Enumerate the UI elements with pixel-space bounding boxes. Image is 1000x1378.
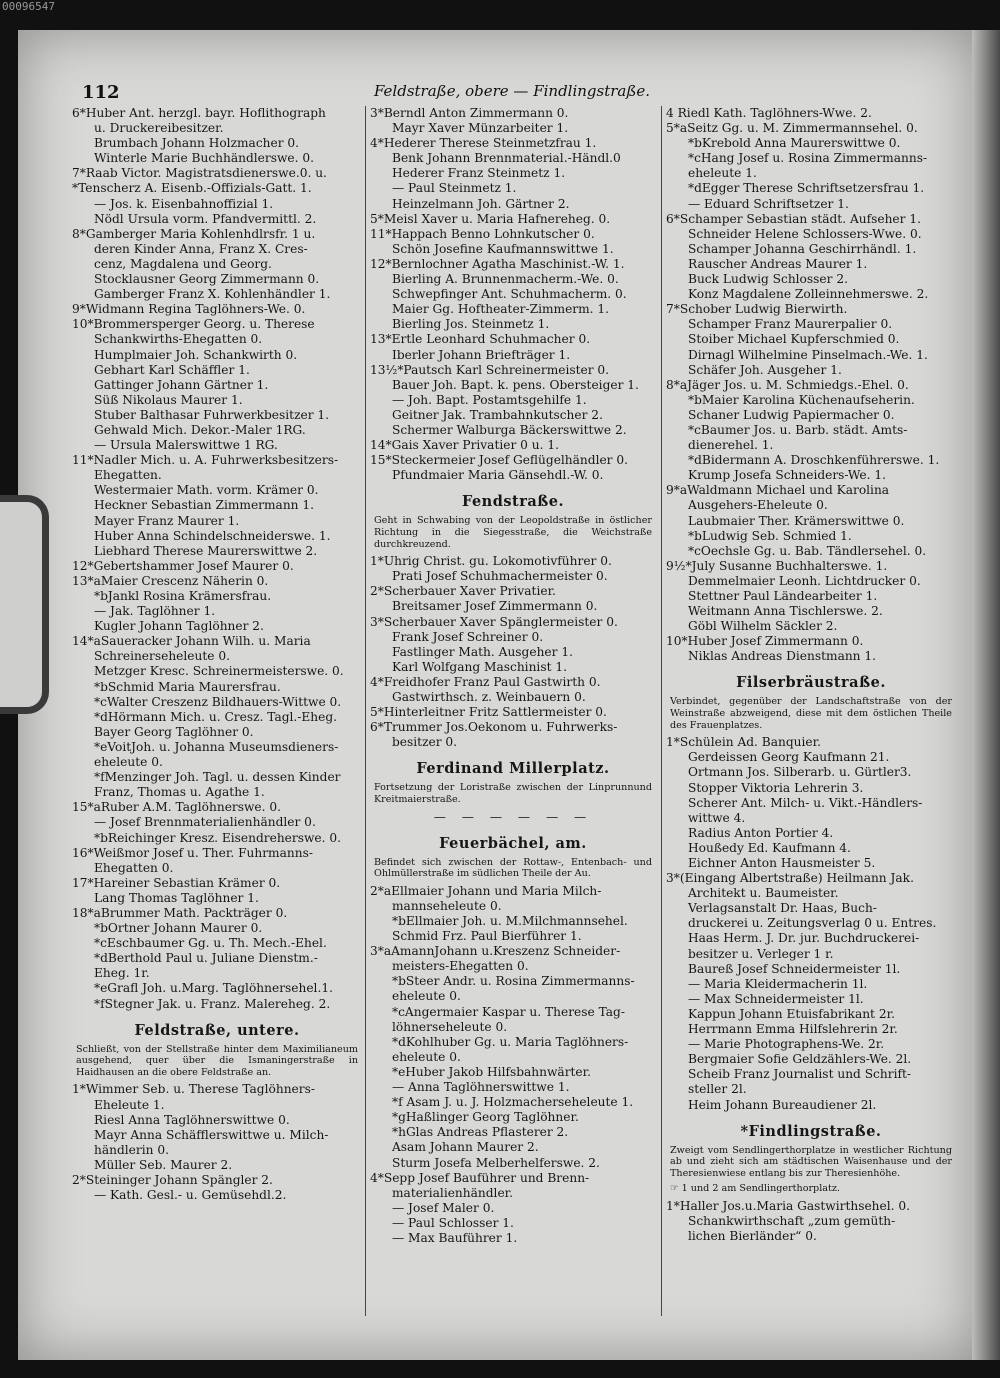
directory-entry: 18*aBrummer Math. Packträger 0. [72, 905, 288, 920]
directory-entry: löhnerseheleute 0. [392, 1019, 508, 1034]
directory-entry: deren Kinder Anna, Franz X. Cres- [94, 241, 308, 256]
directory-entry: Schmid Frz. Paul Bierführer 1. [392, 929, 582, 944]
directory-entry: Weitmann Anna Tischlerswe. 2. [688, 604, 883, 619]
directory-entry: Fastlinger Math. Ausgeher 1. [392, 644, 573, 659]
directory-entry: u. Druckereibesitzer. [94, 121, 224, 136]
directory-entry: Gastwirthsch. z. Weinbauern 0. [392, 689, 586, 704]
directory-entry: *eHuber Jakob Hilfsbahnwärter. [392, 1064, 591, 1079]
directory-entry: 17*Hareiner Sebastian Krämer 0. [72, 875, 281, 890]
directory-entry: Mayr Xaver Münzarbeiter 1. [392, 121, 569, 136]
directory-entry: Baureß Josef Schneidermeister 1l. [688, 961, 901, 976]
street-description: Geht in Schwabing von der Leopoldstraße in östlicher Richtung in die Siegesstraße, die Weichstraße durchkreuzend. [374, 515, 652, 550]
directory-entry: 14*aSaueracker Johann Wilh. u. Maria [72, 634, 311, 649]
directory-entry: Lang Thomas Taglöhner 1. [94, 890, 259, 905]
street-heading: Feldstraße, untere. [134, 1021, 300, 1039]
directory-entry: Geitner Jak. Trambahnkutscher 2. [392, 407, 603, 422]
directory-entry: Mayer Franz Maurer 1. [94, 513, 240, 528]
directory-entry: Bierling Jos. Steinmetz 1. [392, 317, 550, 332]
directory-entry: 3*Scherbauer Xaver Spänglermeister 0. [370, 614, 618, 629]
directory-entry: 1*Haller Jos.u.Maria Gastwirthsehel. 0. [666, 1198, 910, 1213]
directory-entry: *bOrtner Johann Maurer 0. [94, 921, 263, 936]
running-head: Feldstraße, obere — Findlingstraße. [373, 82, 651, 100]
directory-entry: 11*Nadler Mich. u. A. Fuhrwerksbesitzers- [72, 453, 339, 468]
directory-entry: *bReichinger Kresz. Eisendreherswe. 0. [94, 830, 341, 845]
directory-entry: *bMaier Karolina Küchenaufseherin. [688, 392, 915, 407]
directory-entry: *cWalter Creszenz Bildhauers-Wittwe 0. [94, 694, 342, 709]
directory-entry: Eichner Anton Hausmeister 5. [688, 856, 876, 870]
directory-entry: Stettner Paul Ländearbeiter 1. [688, 589, 878, 603]
directory-entry: Ausgehers-Eheleute 0. [688, 498, 828, 513]
directory-entry: — Marie Photographens-We. 2r. [688, 1037, 885, 1052]
column-2 [370, 106, 656, 1326]
directory-entry: 3*(Eingang Albertstraße) Heilmann Jak. [666, 871, 914, 886]
directory-entry: Bauer Joh. Bapt. k. pens. Obersteiger 1. [392, 377, 639, 392]
directory-entry: Dirnagl Wilhelmine Pinselmach.-We. 1. [688, 347, 928, 362]
binder-clip [0, 495, 49, 714]
directory-entry: *bJankl Rosina Krämersfrau. [94, 589, 272, 603]
directory-entry: — Max Schneidermeister 1l. [688, 991, 864, 1006]
directory-entry: Gattinger Johann Gärtner 1. [94, 377, 269, 392]
directory-entry: 7*Raab Victor. Magistratsdienerswe.0. u. [72, 166, 327, 181]
directory-entry: Gehwald Mich. Dekor.-Maler 1RG. [94, 422, 306, 437]
directory-entry: Schneider Helene Schlossers-Wwe. 0. [688, 226, 922, 241]
directory-entry: 9½*July Susanne Buchhalterswe. 1. [666, 558, 888, 573]
directory-entry: Heckner Sebastian Zimmermann 1. [94, 498, 315, 513]
directory-entry: 2*Steininger Johann Spängler 2. [72, 1172, 273, 1187]
directory-entry: Architekt u. Baumeister. [688, 886, 839, 901]
directory-entry: Benk Johann Brennmaterial.-Händl.0 [392, 151, 621, 166]
directory-entry: steller 2l. [688, 1082, 747, 1097]
directory-entry: Bierling A. Brunnenmacherm.-We. 0. [392, 272, 619, 287]
directory-entry: Niklas Andreas Dienstmann 1. [688, 649, 877, 664]
directory-entry: — Paul Schlosser 1. [392, 1215, 514, 1230]
directory-entry: Ortmann Jos. Silberarb. u. Gürtler3. [688, 765, 912, 780]
street-description: Befindet sich zwischen der Rottaw-, Entenbach- und Ohlmüllerstraße im südlichen Theile der Au. [374, 856, 652, 880]
directory-entry: 9*Widmann Regina Taglöhners-We. 0. [72, 302, 306, 317]
directory-entry: *dBidermann A. Droschkenführerswe. 1. [688, 453, 940, 468]
street-description: Schließt, von der Stellstraße hinter dem Maximilianeum ausgehend, quer über die Ismaningerstraße in Haidhausen an die obere Feldstraße an. [76, 1043, 358, 1078]
directory-entry: — Paul Steinmetz 1. [392, 181, 517, 196]
directory-entry: 15*aRuber A.M. Taglöhnerswe. 0. [72, 800, 282, 815]
directory-entry: 3*aAmannJohann u.Kreszenz Schneider- [370, 944, 621, 959]
column-rule [661, 106, 662, 1316]
directory-entry: Ehegatten 0. [94, 860, 174, 875]
directory-entry: *cBaumer Jos. u. Barb. städt. Amts- [688, 422, 908, 437]
directory-entry: druckerei u. Zeitungsverlag 0 u. Entres. [688, 916, 937, 931]
directory-entry: Schreinerseheleute 0. [94, 649, 230, 664]
directory-entry: Brumbach Johann Holzmacher 0. [94, 136, 300, 151]
directory-entry: 2*aEllmaier Johann und Maria Milch- [370, 883, 602, 898]
column-3 [666, 106, 956, 1326]
directory-entry: Schäfer Joh. Ausgeher 1. [688, 362, 842, 377]
directory-entry: Krump Josefa Schneiders-We. 1. [688, 468, 887, 483]
directory-entry: händlerin 0. [94, 1142, 169, 1157]
directory-entry: materialienhändler. [392, 1185, 514, 1200]
column-1 [72, 106, 362, 1326]
directory-entry: Bergmaier Sofie Geldzählers-We. 2l. [688, 1052, 912, 1067]
directory-entry: Schankwirthschaft „zum gemüth- [688, 1214, 896, 1229]
directory-entry: Verlagsanstalt Dr. Haas, Buch- [688, 901, 877, 916]
directory-entry: Stopper Viktoria Lehrerin 3. [688, 780, 864, 795]
directory-entry: 13*Ertle Leonhard Schuhmacher 0. [370, 332, 591, 347]
directory-entry: *cOechsle Gg. u. Bab. Tändlersehel. 0. [688, 543, 927, 558]
directory-entry: 13*aMaier Crescenz Näherin 0. [72, 573, 269, 588]
directory-entry: Huber Anna Schindelschneiderswe. 1. [94, 528, 331, 543]
directory-entry: 6*Huber Ant. herzgl. bayr. Hoflithograph [72, 106, 326, 120]
directory-entry: 12*Gebertshammer Josef Maurer 0. [72, 558, 294, 573]
directory-entry: 11*Happach Benno Lohnkutscher 0. [370, 226, 595, 241]
directory-entry: Schön Josefine Kaufmannswittwe 1. [392, 241, 614, 256]
directory-entry: Göbl Wilhelm Säckler 2. [688, 619, 838, 634]
directory-entry: Schamper Franz Maurerpalier 0. [688, 317, 893, 332]
directory-entry: *gHaßlinger Georg Taglöhner. [392, 1110, 579, 1125]
directory-entry: Stuber Balthasar Fuhrwerkbesitzer 1. [94, 407, 330, 422]
directory-entry: Karl Wolfgang Maschinist 1. [392, 659, 567, 674]
directory-entry: Prati Josef Schuhmachermeister 0. [392, 569, 608, 584]
directory-entry: Radius Anton Portier 4. [688, 825, 834, 840]
directory-entry: mannseheleute 0. [392, 898, 502, 913]
directory-entry: Franz, Thomas u. Agathe 1. [94, 785, 265, 800]
directory-entry: 5*aSeitz Gg. u. M. Zimmermannsehel. 0. [666, 121, 918, 136]
directory-entry: Gebhart Karl Schäffler 1. [94, 362, 250, 377]
street-heading: Ferdinand Millerplatz. [416, 760, 610, 778]
directory-entry: 10*Brommersperger Georg. u. Therese [72, 317, 315, 332]
street-heading: Fendstraße. [461, 493, 565, 511]
directory-entry: Kugler Johann Taglöhner 2. [94, 619, 264, 634]
street-description: ☞ 1 und 2 am Sendlingerthorplatz. [670, 1183, 840, 1195]
directory-entry: Iberler Johann Briefträger 1. [392, 347, 571, 362]
directory-entry: *hGlas Andreas Pflasterer 2. [392, 1125, 569, 1140]
directory-entry: Eheleute 1. [94, 1097, 165, 1112]
page-header [82, 82, 942, 104]
directory-entry: Metzger Kresc. Schreinermeisterswe. 0. [94, 664, 344, 679]
directory-entry: Buck Ludwig Schlosser 2. [688, 272, 848, 287]
directory-entry: Schwepfinger Ant. Schuhmacherm. 0. [392, 287, 627, 302]
directory-entry: 1*Uhrig Christ. gu. Lokomotivführer 0. [370, 554, 612, 569]
directory-entry: 4*Freidhofer Franz Paul Gastwirth 0. [370, 674, 601, 689]
directory-entry: Eheg. 1r. [94, 966, 150, 981]
directory-entry: Heinzelmann Joh. Gärtner 2. [392, 196, 570, 211]
directory-entry: *bKrebold Anna Maurerswittwe 0. [688, 136, 901, 151]
directory-entry: *bSchmid Maria Maurersfrau. [94, 679, 281, 694]
directory-entry: 9*aWaldmann Michael und Karolina [666, 483, 890, 498]
directory-entry: Haas Herm. J. Dr. jur. Buchdruckerei- [688, 931, 920, 946]
directory-entry: Demmelmaier Leonh. Lichtdrucker 0. [688, 573, 921, 588]
directory-entry: 4 Riedl Kath. Taglöhners-Wwe. 2. [666, 106, 872, 120]
directory-entry: — Jak. Taglöhner 1. [94, 604, 216, 619]
directory-entry: Frank Josef Schreiner 0. [392, 629, 544, 644]
directory-entry: Schamper Johanna Geschirrhändl. 1. [688, 241, 917, 256]
directory-entry: wittwe 4. [688, 810, 746, 825]
street-description: Fortsetzung der Loristraße zwischen der Linprunnund Kreitmaierstraße. [374, 782, 652, 805]
directory-entry: — Eduard Schriftsetzer 1. [688, 196, 849, 211]
directory-entry: Pfundmaier Maria Gänsehdl.-W. 0. [392, 468, 604, 483]
directory-entry: 3*Berndl Anton Zimmermann 0. [370, 106, 569, 120]
directory-entry: *bSteer Andr. u. Rosina Zimmermanns- [392, 974, 635, 989]
directory-entry: Heim Johann Bureaudiener 2l. [688, 1097, 877, 1112]
directory-entry: *fMenzinger Joh. Tagl. u. dessen Kinder [94, 770, 341, 785]
directory-entry: Hederer Franz Steinmetz 1. [392, 166, 566, 181]
directory-entry: — — — — — — [433, 809, 593, 824]
directory-entry: Gerdeissen Georg Kaufmann 21. [688, 750, 890, 765]
directory-entry: 8*Gamberger Maria Kohlenhdlrsfr. 1 u. [72, 226, 316, 241]
directory-entry: Ehegatten. [94, 468, 162, 483]
directory-entry: *fStegner Jak. u. Franz. Malereheg. 2. [94, 996, 331, 1011]
directory-entry: Westermaier Math. vorm. Krämer 0. [94, 483, 319, 498]
directory-entry: — Joh. Bapt. Postamtsgehilfe 1. [392, 392, 587, 407]
directory-entry: Müller Seb. Maurer 2. [94, 1157, 233, 1172]
directory-entry: eheleute 0. [392, 1049, 461, 1064]
directory-entry: 1*Schülein Ad. Banquier. [666, 735, 821, 750]
archive-id: 00096547 [2, 0, 55, 13]
directory-entry: 4*Hederer Therese Steinmetzfrau 1. [370, 136, 597, 151]
directory-entry: 10*Huber Josef Zimmermann 0. [666, 634, 864, 649]
street-heading: *Findlingstraße. [740, 1122, 882, 1140]
directory-entry: 12*Bernlochner Agatha Maschinist.-W. 1. [370, 256, 625, 271]
directory-entry: Stoiber Michael Kupferschmied 0. [688, 332, 900, 347]
directory-entry: Liebhard Therese Maurerswittwe 2. [94, 543, 318, 558]
directory-entry: *eGrafl Joh. u.Marg. Taglöhnersehel.1. [94, 981, 333, 996]
directory-entry: Sturm Josefa Melberhelferswe. 2. [392, 1155, 600, 1170]
directory-entry: Kappun Johann Etuisfabrikant 2r. [688, 1006, 895, 1021]
directory-entry: — Anna Taglöhnerswittwe 1. [392, 1080, 570, 1095]
directory-entry: 5*Hinterleitner Fritz Sattlermeister 0. [370, 705, 607, 720]
directory-entry: — Maria Kleidermacherin 1l. [688, 976, 868, 991]
directory-entry: Bayer Georg Taglöhner 0. [94, 724, 254, 739]
directory-entry: 6*Schamper Sebastian städt. Aufseher 1. [666, 211, 921, 226]
directory-entry: 8*aJäger Jos. u. M. Schmiedgs.-Ehel. 0. [666, 377, 909, 392]
directory-entry: *f Asam J. u. J. Holzmacherseheleute 1. [392, 1095, 634, 1110]
directory-entry: — Max Bauführer 1. [392, 1230, 518, 1245]
directory-entry: — Ursula Malerswittwe 1 RG. [94, 438, 278, 453]
directory-entry: 15*Steckermeier Josef Geflügelhändler 0. [370, 453, 629, 468]
directory-entry: cenz, Magdalena und Georg. [94, 256, 272, 271]
directory-entry: Schaner Ludwig Papiermacher 0. [688, 407, 895, 422]
directory-entry: Nödl Ursula vorm. Pfandvermittl. 2. [94, 211, 317, 226]
directory-entry: *bLudwig Seb. Schmied 1. [688, 528, 852, 543]
directory-entry: 6*Trummer Jos.Oekonom u. Fuhrwerks- [370, 720, 618, 735]
directory-entry: lichen Bierländer“ 0. [688, 1229, 817, 1244]
directory-entry: Mayr Anna Schäfflerswittwe u. Milch- [94, 1127, 329, 1142]
directory-entry: *Tenscherz A. Eisenb.-Offizials-Gatt. 1. [72, 181, 312, 196]
directory-entry: besitzer 0. [392, 735, 458, 750]
directory-entry: Konz Magdalene Zolleinnehmerswe. 2. [688, 287, 929, 302]
directory-entry: 5*Meisl Xaver u. Maria Hafnereheg. 0. [370, 211, 611, 226]
directory-entry: Rauscher Andreas Maurer 1. [688, 256, 868, 271]
directory-entry: *bEllmaier Joh. u. M.Milchmannsehel. [392, 914, 628, 928]
directory-entry: *dEgger Therese Schriftsetzersfrau 1. [688, 181, 925, 196]
street-heading: Filserbräustraße. [736, 674, 886, 692]
directory-entry: — Jos. k. Eisenbahnoffizial 1. [94, 196, 274, 211]
directory-entry: Scherer Ant. Milch- u. Vikt.-Händlers- [688, 795, 923, 810]
directory-entry: Winterle Marie Buchhändlerswe. 0. [94, 151, 314, 166]
page-number: 112 [82, 82, 120, 103]
directory-entry: 14*Gais Xaver Privatier 0 u. 1. [370, 438, 560, 453]
directory-entry: *cEschbaumer Gg. u. Th. Mech.-Ehel. [94, 936, 327, 951]
directory-entry: 7*Schober Ludwig Bierwirth. [666, 302, 848, 317]
columns [72, 106, 952, 1326]
directory-entry: Riesl Anna Taglöhnerswittwe 0. [94, 1112, 290, 1127]
directory-entry: *eVoitJoh. u. Johanna Museumsdieners- [94, 739, 339, 754]
directory-entry: Schermer Walburga Bäckerswittwe 2. [392, 422, 627, 437]
directory-entry: Herrmann Emma Hilfslehrerin 2r. [688, 1022, 898, 1037]
directory-entry: Houßedy Ed. Kaufmann 4. [688, 840, 851, 855]
directory-entry: Laubmaier Ther. Krämerswittwe 0. [688, 513, 905, 528]
directory-entry: Gamberger Franz X. Kohlenhändler 1. [94, 287, 331, 302]
directory-entry: — Josef Brennmaterialienhändler 0. [94, 815, 316, 830]
directory-entry: eheleute 1. [688, 166, 757, 181]
directory-entry: eheleute 0. [392, 989, 461, 1004]
directory-entry: *dBerthold Paul u. Juliane Dienstm.- [94, 951, 318, 966]
page-edge-shadow [972, 30, 1000, 1360]
street-heading: Feuerbächel, am. [439, 834, 587, 852]
directory-entry: Humplmaier Joh. Schankwirth 0. [94, 347, 298, 362]
directory-entry: 2*Scherbauer Xaver Privatier. [370, 584, 556, 599]
directory-entry: eheleute 0. [94, 755, 163, 770]
directory-entry: meisters-Ehegatten 0. [392, 959, 529, 974]
directory-entry: — Josef Maler 0. [392, 1200, 495, 1215]
column-rule [365, 106, 366, 1316]
directory-entry: dienerehel. 1. [688, 438, 774, 453]
directory-entry: Asam Johann Maurer 2. [392, 1140, 539, 1155]
directory-entry: — Kath. Gesl.- u. Gemüsehdl.2. [94, 1188, 287, 1203]
directory-entry: *cHang Josef u. Rosina Zimmermanns- [688, 151, 928, 166]
directory-entry: Scheib Franz Journalist und Schrift- [688, 1067, 911, 1082]
directory-entry: 13½*Pautsch Karl Schreinermeister 0. [370, 362, 610, 377]
directory-entry: besitzer u. Verleger 1 r. [688, 946, 834, 961]
directory-entry: Schankwirths-Ehegatten 0. [94, 332, 263, 347]
directory-entry: 4*Sepp Josef Bauführer und Brenn- [370, 1170, 590, 1185]
directory-entry: *dHörmann Mich. u. Cresz. Tagl.-Eheg. [94, 709, 338, 724]
street-description: Verbindet, gegenüber der Landschaftstraße von der Weinstraße abzweigend, diese mit dem östlichen Theile des Frauenplatzes. [670, 696, 952, 731]
directory-entry: Stocklausner Georg Zimmermann 0. [94, 272, 320, 287]
street-description: Zweigt vom Sendlingerthorplatze in westlicher Richtung ab und zieht sich am städtischen Waisenhause und der Theresienwiese entlang bis zur Theresienhöhe. [670, 1144, 952, 1179]
directory-entry: Breitsamer Josef Zimmermann 0. [392, 599, 598, 614]
directory-entry: Süß Nikolaus Maurer 1. [94, 392, 243, 407]
directory-entry: 1*Wimmer Seb. u. Therese Taglöhners- [72, 1082, 315, 1097]
directory-entry: *dKohlhuber Gg. u. Maria Taglöhners- [392, 1034, 629, 1049]
directory-entry: *cAngermaier Kaspar u. Therese Tag- [392, 1004, 625, 1019]
directory-entry: 16*Weißmor Josef u. Ther. Fuhrmanns- [72, 845, 313, 860]
directory-entry: Maier Gg. Hoftheater-Zimmerm. 1. [392, 302, 610, 317]
